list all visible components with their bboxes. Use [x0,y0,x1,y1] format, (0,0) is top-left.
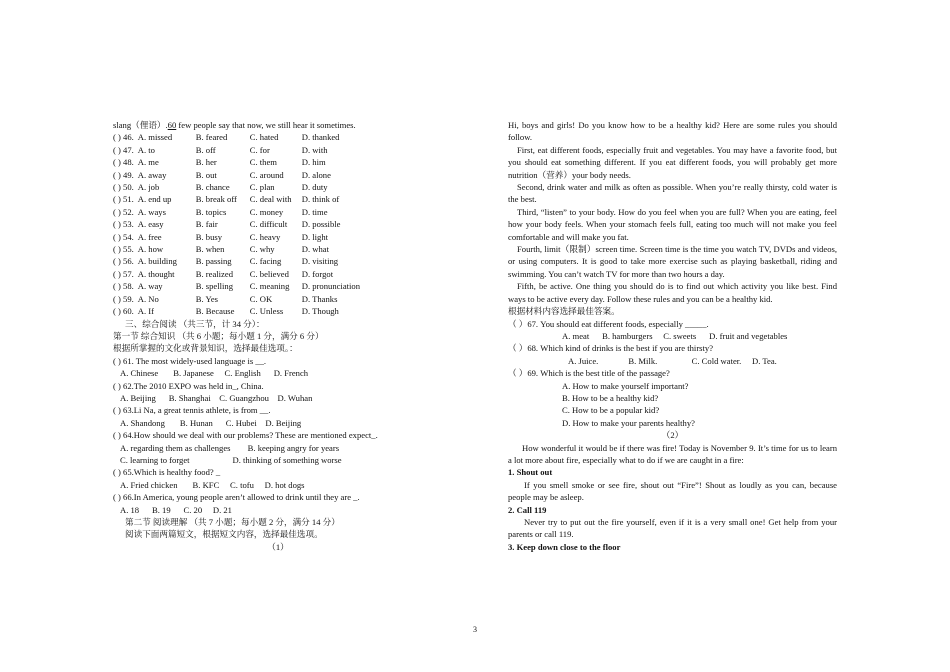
cloze-question [113,131,443,143]
passage1-text [508,119,837,305]
question-number: ( ) 56. [113,256,134,267]
question-number: ( ) 58. [113,281,134,292]
option: C. them [249,157,277,168]
option: B. when [195,244,225,255]
question-number: ( ) 52. [113,206,134,217]
option: D. visiting [301,256,339,267]
part1-instruction: 根据所掌握的文化或背景知识，选择最佳选项。： [113,343,298,354]
general-question-stem: ( ) 65.Which is healthy food? _ [113,467,221,478]
cloze-question [113,169,443,181]
cloze-question [113,144,443,156]
left-column [113,119,443,553]
option: B. passing [195,256,232,267]
option: C. facing [249,256,282,267]
general-question-options: A. 18 B. 19 C. 20 D. 21 [120,504,232,515]
cloze-questions [113,131,443,317]
cloze-question [113,231,443,243]
option: B. spelling [195,281,234,292]
cloze-question [113,193,443,205]
cloze-question [113,243,443,255]
option: D. time [301,206,328,217]
option: B. break off [195,194,237,205]
section3-title: 三、综合阅读 （共三节，计 34 分）： [125,318,265,329]
option: D. pronunciation [301,281,361,292]
question-number: ( ) 53. [113,219,134,230]
passage1-paragraph: Fifth, be active. One thing you should do is to find out which activity you like best. Find ways to be active every day. Follow these rules and you can be a healthy kid. [508,281,837,304]
option: D. thanked [301,132,340,143]
option: B. out [195,169,217,180]
option: C. hated [249,132,279,143]
option: B. topics [195,206,227,217]
option: D. light [301,231,329,242]
option: A. If [137,306,154,317]
question-number: ( ) 60. [113,306,134,317]
option: B. busy [195,231,223,242]
passage1-paragraph: First, eat different foods, especially fruit and vegetables. You may have a favorite food, but you should eat something different. If you eat different foods, you will probably get more nutrition（营养）your body needs. [508,144,837,180]
slang-line [113,119,443,131]
option: D. alone [301,169,331,180]
question-number: ( ) 54. [113,231,134,242]
option: C. meaning [249,281,290,292]
option: A. building [137,256,177,267]
question-67: （ ）67. You should eat different foods, especially _____. [508,318,709,329]
passage1-paragraph: Second, drink water and milk as often as possible. When you’re really thirsty, cold water is the best. [508,182,837,205]
part1-title: 第一节 综合知识 （共 6 小题；每小题 1 分，满分 6 分） [113,330,324,341]
option: C. difficult [249,219,288,230]
option: A. how [137,244,164,255]
question-69-options [508,380,837,430]
heading-call-119: 2. Call 119 [508,504,547,515]
heading-shout-out: 1. Shout out [508,467,553,478]
right-column [508,119,837,553]
option: D. Thanks [301,293,338,304]
cloze-question [113,156,443,168]
cloze-question [113,255,443,267]
option: A. away [137,169,167,180]
option: D. Though [301,306,339,317]
passage1-paragraph: Third, “listen” to your body. How do you feel when you are full? When you are eating, feel how your body feels. When your stomach feels full, eating too much will not make you feel comfortable and will make you fat. [508,206,837,242]
general-question-options: A. Fried chicken B. KFC C. tofu D. hot dogs [120,479,305,490]
general-question-stem: ( ) 61. The most widely-used language is __. [113,355,267,366]
question-69-option: A. How to make yourself important? [562,380,689,391]
question-69: （ ）69. Which is the best title of the passage? [508,368,670,379]
question-number: ( ) 57. [113,268,134,279]
option: D. with [301,144,328,155]
cloze-question [113,305,443,317]
heading-keep-down: 3. Keep down close to the floor [508,541,621,552]
option: B. realized [195,268,233,279]
blank-60: 60 [167,120,177,130]
passage2-intro: How wonderful it would be if there was fire! Today is November 9. It’s time for us to learn a lot more about fire, especially what to do if we are caught in a fire: [508,442,837,465]
call-119-text: Never try to put out the fire yourself, even if it is a very small one! Get help from your parents or call 119. [508,517,837,540]
option: D. duty [301,182,328,193]
general-question-stem: ( ) 62.The 2010 EXPO was held in_, China. [113,380,264,391]
question-number: ( ) 48. [113,157,134,168]
option: B. fair [195,219,218,230]
option: C. for [249,144,270,155]
option: B. off [195,144,216,155]
option: A. to [137,144,155,155]
option: B. Yes [195,293,218,304]
page-number: 3 [473,625,477,634]
general-question-stem: ( ) 64.How should we deal with our problems? These are mentioned expect_. [113,430,378,441]
option: D. forgot [301,268,334,279]
option: B. feared [195,132,228,143]
cloze-question [113,268,443,280]
question-number: ( ) 49. [113,169,134,180]
question-67-options: A. meat B. hamburgers C. sweets D. fruit and vegetables [562,330,788,341]
option: C. around [249,169,284,180]
cloze-question [113,181,443,193]
part2-title: 第二节 阅读理解 （共 7 小题；每小题 2 分，满分 14 分） [125,517,340,527]
general-questions [113,355,443,516]
part2-instruction: 阅读下面两篇短文，根据短文内容，选择最佳选项。 [125,529,323,540]
general-question-options: A. Shandong B. Hunan C. Hubei D. Beijing [120,417,302,428]
passage1-instruction: 根据材料内容选择最佳答案。 [508,306,620,317]
question-69-option: B. How to be a healthy kid? [562,392,659,403]
option: B. Because [195,306,235,317]
option: A. me [137,157,159,168]
general-question-stem: ( ) 66.In America, young people aren’t allowed to drink until they are _. [113,492,360,503]
option: A. thought [137,268,175,279]
passage2-label: （2） [661,430,684,441]
question-number: ( ) 55. [113,244,134,255]
slang-text: slang（俚语）. [113,120,168,130]
option: D. what [301,244,329,255]
question-68-options: A. Juice. B. Milk. C. Cold water. D. Tea. [568,355,777,366]
option: B. chance [195,182,230,193]
option: D. him [301,157,326,168]
shout-out-text: If you smell smoke or see fire, shout out “Fire”! Shout as loudly as you can, because people may be asleep. [508,479,837,503]
question-number: ( ) 47. [113,144,134,155]
cloze-question [113,280,443,292]
option: A. easy [137,219,164,230]
question-number: ( ) 51. [113,194,134,205]
option: C. deal with [249,194,292,205]
option: C. plan [249,182,275,193]
question-number: ( ) 50. [113,182,134,193]
cloze-question [113,206,443,218]
option: C. heavy [249,231,281,242]
option: D. think of [301,194,340,205]
option: D. possible [301,219,341,230]
option: A. job [137,182,160,193]
option: A. end up [137,194,172,205]
option: C. OK [249,293,273,304]
passage1-paragraph: Hi, boys and girls! Do you know how to be a healthy kid? Here are some rules you should follow. [508,120,837,143]
option: A. ways [137,206,166,217]
cloze-question [113,218,443,230]
option: C. believed [249,268,289,279]
option: A. free [137,231,162,242]
question-number: ( ) 59. [113,293,134,304]
general-question-options: A. Beijing B. Shanghai C. Guangzhou D. Wuhan [120,392,313,403]
question-69-option: C. How to be a popular kid? [562,405,660,416]
passage1-label: （1） [267,541,289,552]
general-question-stem: ( ) 63.Li Na, a great tennis athlete, is from __. [113,405,271,416]
passage1-paragraph: Fourth, limit（限制）screen time. Screen time is the time you watch TV, DVDs and videos, or using computers. It is good to take more exercise such as playing basketball, riding and swimming. You can’t watch TV for more than two hours a day. [508,244,837,279]
option: C. Unless [249,306,284,317]
question-number: ( ) 46. [113,132,134,143]
cloze-question [113,293,443,305]
slang-tail: few people say that now, we still hear it sometimes. [176,120,356,130]
general-question-options: A. regarding them as challenges B. keeping angry for years [120,442,340,453]
option: A. No [137,293,159,304]
general-question-options: A. Chinese B. Japanese C. English D. French [120,368,309,379]
general-question-options: C. learning to forget D. thinking of something worse [120,454,342,465]
option: C. money [249,206,284,217]
question-69-option: D. How to make your parents healthy? [562,417,695,428]
question-68: （ ）68. Which kind of drinks is the best if you are thirsty? [508,343,714,354]
option: B. her [195,157,217,168]
option: C. why [249,244,275,255]
option: A. missed [137,132,173,143]
option: A. way [137,281,163,292]
